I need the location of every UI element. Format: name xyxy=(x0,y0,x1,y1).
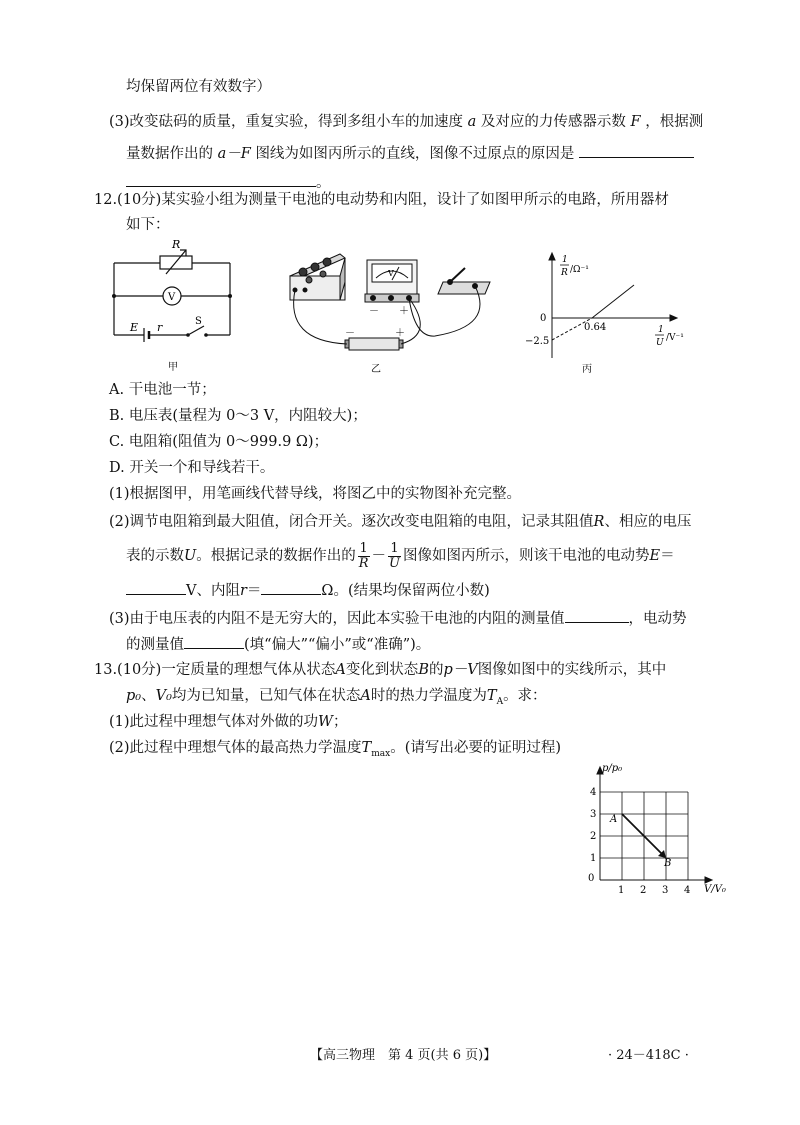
q11-p3-text-d: 量数据作出的 xyxy=(126,146,213,162)
q13-text-e: 均为已知量，已知气体在状态 xyxy=(171,688,361,704)
graph-bing xyxy=(520,248,700,376)
q13-p2-text-b: 。(请写出必要的证明过程) xyxy=(390,740,562,756)
y-label-unit: /Ω⁻¹ xyxy=(570,265,589,275)
q12-head xyxy=(94,190,669,210)
frac1-den: R xyxy=(358,555,369,571)
q12-p3-text-b1: 的测量值 xyxy=(126,637,184,653)
answer-blank-E-measure[interactable] xyxy=(184,634,244,649)
resistance-box xyxy=(290,276,345,300)
label-S: S xyxy=(195,316,202,327)
circuit-diagram-jia xyxy=(100,238,240,373)
var-a: a xyxy=(467,114,477,130)
q12-part2-line1 xyxy=(109,512,691,532)
q12-p3-text-a: (3)由于电压表的内阻不是无穷大的，因此本实验干电池的内阻的测量值 xyxy=(109,611,565,627)
meter-V-label: V xyxy=(388,269,394,278)
q12-p3-text-b2: (填“偏大”“偏小”或“准确”)。 xyxy=(244,637,431,653)
q12-head-text: 12.(10分)某实验小组为测量干电池的电动势和内阻，设计了如图甲所示的电路，所用器材 xyxy=(94,192,669,208)
caption-jia: 甲 xyxy=(168,362,178,373)
q13-p1-text: (1)此过程中理想气体对外做的功 xyxy=(109,714,319,730)
var-T: T xyxy=(486,688,497,704)
q12-part2-line3 xyxy=(126,580,490,601)
q13-p2-text-a: (2)此过程中理想气体的最高热力学温度 xyxy=(109,740,362,756)
equals-sign: ＝ xyxy=(246,583,262,599)
battery-plus: ＋ xyxy=(395,328,405,339)
equals-sign: ＝ xyxy=(660,548,675,564)
pv-point-A: A xyxy=(610,814,618,825)
semicolon: ； xyxy=(332,714,348,730)
itemC-text: C. 电阻箱(阻值为 0～999.9 Ω)； xyxy=(109,434,329,450)
period: 。 xyxy=(316,175,331,191)
subscript-max: max xyxy=(371,748,391,759)
frac2-num: 1 xyxy=(388,542,401,557)
pv-origin: 0 xyxy=(588,873,595,884)
pv-graph xyxy=(580,760,740,895)
itemA-text: A. 干电池一节； xyxy=(109,382,216,398)
y-intercept-label: −2.5 xyxy=(525,336,550,347)
q12-itemA xyxy=(109,380,216,400)
label-V: V xyxy=(168,292,176,303)
q12-p1-text: (1)根据图甲，用笔画线代替导线，将图乙中的实物图补充完整。 xyxy=(109,486,522,502)
itemB-text: B. 电压表(量程为 0～3 V，内阻较大)； xyxy=(109,408,367,424)
label-R: R xyxy=(172,238,181,251)
q12-part3-line1 xyxy=(109,608,687,629)
var-pV: p－V xyxy=(443,662,478,678)
q12-p2-text-a: (2)调节电阻箱到最大阻值，闭合开关。逐次改变电阻箱的电阻，记录其阻值 xyxy=(109,514,594,530)
q12-itemC xyxy=(109,432,328,452)
q12-p2-text-b2: 。根据记录的数据作出的 xyxy=(196,548,356,564)
pv-y-tick: 2 xyxy=(590,831,597,842)
answer-blank-r[interactable] xyxy=(261,580,321,595)
frac1-num: 1 xyxy=(359,540,368,556)
q12-p2-text-a-end: 、相应的电压 xyxy=(604,514,692,530)
var-A: A xyxy=(335,662,346,678)
var-B: B xyxy=(418,662,429,678)
meter-minus: － xyxy=(369,306,379,317)
q11-p3-text-b: 及对应的力传感器示数 xyxy=(480,114,626,130)
q12-p2-text-c2: Ω。(结果均保留两位小数) xyxy=(321,583,490,599)
q11-p3-text-e: 图线为如图丙所示的直线，图像不过原点的原因是 xyxy=(255,146,575,162)
q11-cont-text: 均保留两位有效数字） xyxy=(126,79,271,95)
var-T: T xyxy=(361,740,372,756)
battery-minus: － xyxy=(345,328,355,339)
q13-head1 xyxy=(94,660,666,680)
var-F: F xyxy=(630,114,641,130)
pv-x-tick: 2 xyxy=(640,885,647,895)
q12-p2-text-b3: 图像如图丙所示，则该干电池的电动势 xyxy=(403,548,650,564)
fraction-1-over-U xyxy=(388,542,401,571)
pv-y-tick: 1 xyxy=(590,853,597,864)
apparatus-yi xyxy=(285,246,500,376)
q13-text-b: 变化到状态 xyxy=(345,662,419,678)
q13-text-g: 。求： xyxy=(503,688,547,704)
page-footer-right xyxy=(608,1044,689,1063)
battery xyxy=(349,338,399,350)
var-E: E xyxy=(649,548,661,564)
q13-text-a: 13.(10分)一定质量的理想气体从状态 xyxy=(94,662,336,678)
separator: 、 xyxy=(141,688,156,704)
pv-x-tick: 1 xyxy=(618,885,625,895)
q11-p3-text-c: ，根据测 xyxy=(645,114,704,130)
itemD-text: D. 开关一个和导线若干。 xyxy=(109,460,275,476)
q13-text-f: 时的热力学温度为 xyxy=(370,688,487,704)
pv-point-B: B xyxy=(664,858,672,869)
q13-head2 xyxy=(126,686,547,712)
q13-part2 xyxy=(109,738,561,764)
footer-right-text: · 24－418C · xyxy=(608,1048,689,1063)
q12-head2-text: 如下： xyxy=(126,217,170,233)
q13-part1 xyxy=(109,712,347,732)
var-R: R xyxy=(593,514,605,530)
pv-y-label: p/p₀ xyxy=(602,763,623,774)
var-U: U xyxy=(184,548,197,564)
pv-y-tick: 4 xyxy=(590,787,597,798)
minus-sign: － xyxy=(371,548,387,564)
pv-x-tick: 4 xyxy=(684,885,691,895)
q12-p3-text-a2: ，电动势 xyxy=(628,611,687,627)
label-E: E xyxy=(130,321,139,334)
y-label-num: 1 xyxy=(562,255,568,265)
q12-itemD xyxy=(109,458,274,478)
caption-yi: 乙 xyxy=(371,364,381,375)
q11-part3-line1 xyxy=(109,112,703,132)
q12-part1 xyxy=(109,484,521,504)
q13-text-c: 的 xyxy=(428,662,444,678)
answer-blank[interactable] xyxy=(126,172,316,187)
switch xyxy=(438,282,490,294)
q11-part3-line2 xyxy=(126,143,694,164)
var-p0: p₀ xyxy=(126,688,142,704)
q11-continuation xyxy=(126,77,271,97)
q12-head2 xyxy=(126,215,170,235)
q12-p2-text-b1: 表的示数 xyxy=(126,548,184,564)
data-line xyxy=(592,285,634,318)
subscript-A: A xyxy=(496,696,504,707)
q12-itemB xyxy=(109,406,367,426)
pv-x-label: V/V₀ xyxy=(704,884,726,895)
q12-p2-text-c1: V、内阻 xyxy=(186,583,240,599)
var-r: r xyxy=(239,583,247,599)
var-A: A xyxy=(360,688,371,704)
frac2-den: U xyxy=(389,555,400,571)
answer-blank[interactable] xyxy=(579,143,694,158)
caption-bing: 丙 xyxy=(582,364,592,375)
x-label-num: 1 xyxy=(658,325,664,335)
q13-text-d: 图像如图中的实线所示，其中 xyxy=(477,662,667,678)
x-label-unit: /V⁻¹ xyxy=(666,333,684,343)
footer-center-text: 【高三物理 第 4 页(共 6 页)】 xyxy=(310,1048,497,1063)
var-a-F: a－F xyxy=(217,146,251,162)
q11-p3-text-a: (3)改变砝码的质量，重复实验，得到多组小车的加速度 xyxy=(109,114,464,130)
answer-blank-r-measure[interactable] xyxy=(565,608,629,623)
x-label-den: U xyxy=(656,338,664,348)
x-intercept-label: 0.64 xyxy=(584,322,607,333)
var-V0: V₀ xyxy=(155,688,172,704)
pv-process-line xyxy=(622,814,662,854)
page-footer-center xyxy=(310,1044,496,1063)
origin-label: 0 xyxy=(540,313,547,324)
q12-part3-line2 xyxy=(126,634,430,655)
answer-blank-E[interactable] xyxy=(126,580,186,595)
label-r: r xyxy=(157,321,163,334)
pv-x-tick: 3 xyxy=(662,885,669,895)
q12-part2-line2 xyxy=(126,540,675,572)
var-W: W xyxy=(318,714,333,730)
pv-y-tick: 3 xyxy=(590,809,597,820)
fraction-1-over-R xyxy=(358,542,370,571)
meter-plus: ＋ xyxy=(399,306,409,317)
y-label-den: R xyxy=(561,268,568,278)
